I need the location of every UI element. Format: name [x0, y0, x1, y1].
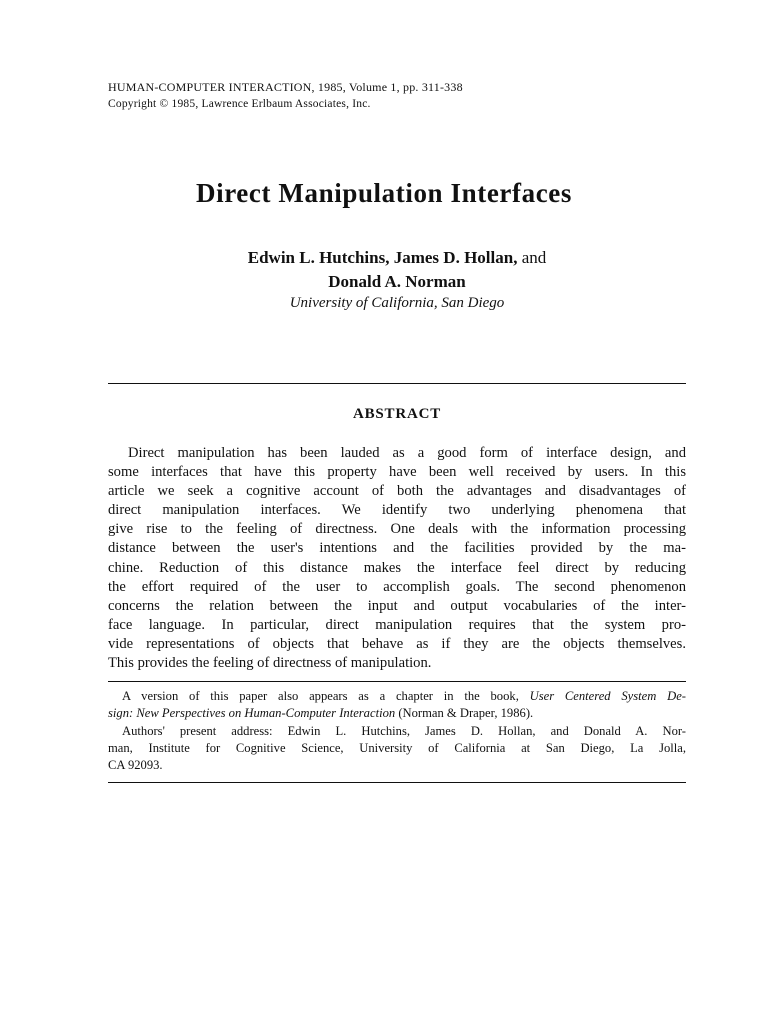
book-citation: (Norman & Draper, 1986). — [395, 706, 534, 721]
footnote-version-text: A version of this paper also appears as a chapter in the book, — [122, 689, 530, 703]
abstract-line: direct manipulation interfaces. We identify two underlying phenomena that — [108, 502, 686, 519]
author-name-norman: Donald A. Norman — [328, 272, 466, 291]
abstract-body — [108, 444, 686, 673]
authors-line-1 — [108, 248, 686, 268]
abstract-line: distance between the user's intentions and the facilities provided by the ma- — [108, 540, 686, 557]
footnote-address-line-3: CA 92093. — [108, 758, 163, 773]
abstract-line: Direct manipulation has been lauded as a good form of interface design, and — [128, 445, 686, 461]
abstract-line: give rise to the feeling of directness. One deals with the information processing — [108, 521, 686, 538]
authors-line-2 — [108, 272, 686, 292]
abstract-line: some interfaces that have this property have been well received by users. In this — [108, 464, 686, 481]
abstract-heading: ABSTRACT — [352, 406, 442, 422]
abstract-line: concerns the relation between the input and output vocabularies of the inter- — [108, 597, 686, 614]
divider-top — [108, 383, 686, 384]
copyright-notice: Copyright © 1985, Lawrence Erlbaum Associates, Inc. — [108, 98, 371, 110]
footnotes — [108, 688, 686, 774]
abstract-line: chine. Reduction of this distance makes the interface feel direct by reducing — [108, 559, 686, 576]
author-names: Edwin L. Hutchins, James D. Hollan, — [247, 248, 518, 267]
abstract-line: article we seek a cognitive account of both the advantages and disadvantages of — [108, 483, 686, 500]
abstract-line: the effort required of the user to accomplish goals. The second phenomenon — [108, 578, 686, 595]
divider-footnote-bottom — [108, 782, 686, 783]
affiliation: University of California, San Diego — [289, 295, 505, 311]
author-conjunction: and — [517, 248, 547, 267]
paper-title: Direct Manipulation Interfaces — [196, 178, 572, 208]
journal-citation: HUMAN-COMPUTER INTERACTION, 1985, Volume 1, pp. 311-338 — [108, 80, 463, 94]
book-title-part-2: sign: New Perspectives on Human-Computer Interaction — [108, 706, 396, 721]
abstract-line: This provides the feeling of directness of manipulation. — [108, 655, 432, 672]
book-title-part-1: User Centered System De- — [529, 689, 686, 703]
footnote-version-line-2 — [108, 705, 686, 722]
abstract-line: vide representations of objects that behave as if they are the objects themselves. — [108, 635, 686, 652]
footnote-version-line-1 — [108, 688, 686, 705]
divider-footnote-top — [108, 681, 686, 682]
abstract-line: face language. In particular, direct manipulation requires that the system pro- — [108, 616, 686, 633]
footnote-address-line-1: Authors' present address: Edwin L. Hutchins, James D. Hollan, and Donald A. Nor- — [122, 723, 686, 738]
footnote-address-line-2: man, Institute for Cognitive Science, University of California at San Diego, La Jolla, — [108, 740, 686, 755]
